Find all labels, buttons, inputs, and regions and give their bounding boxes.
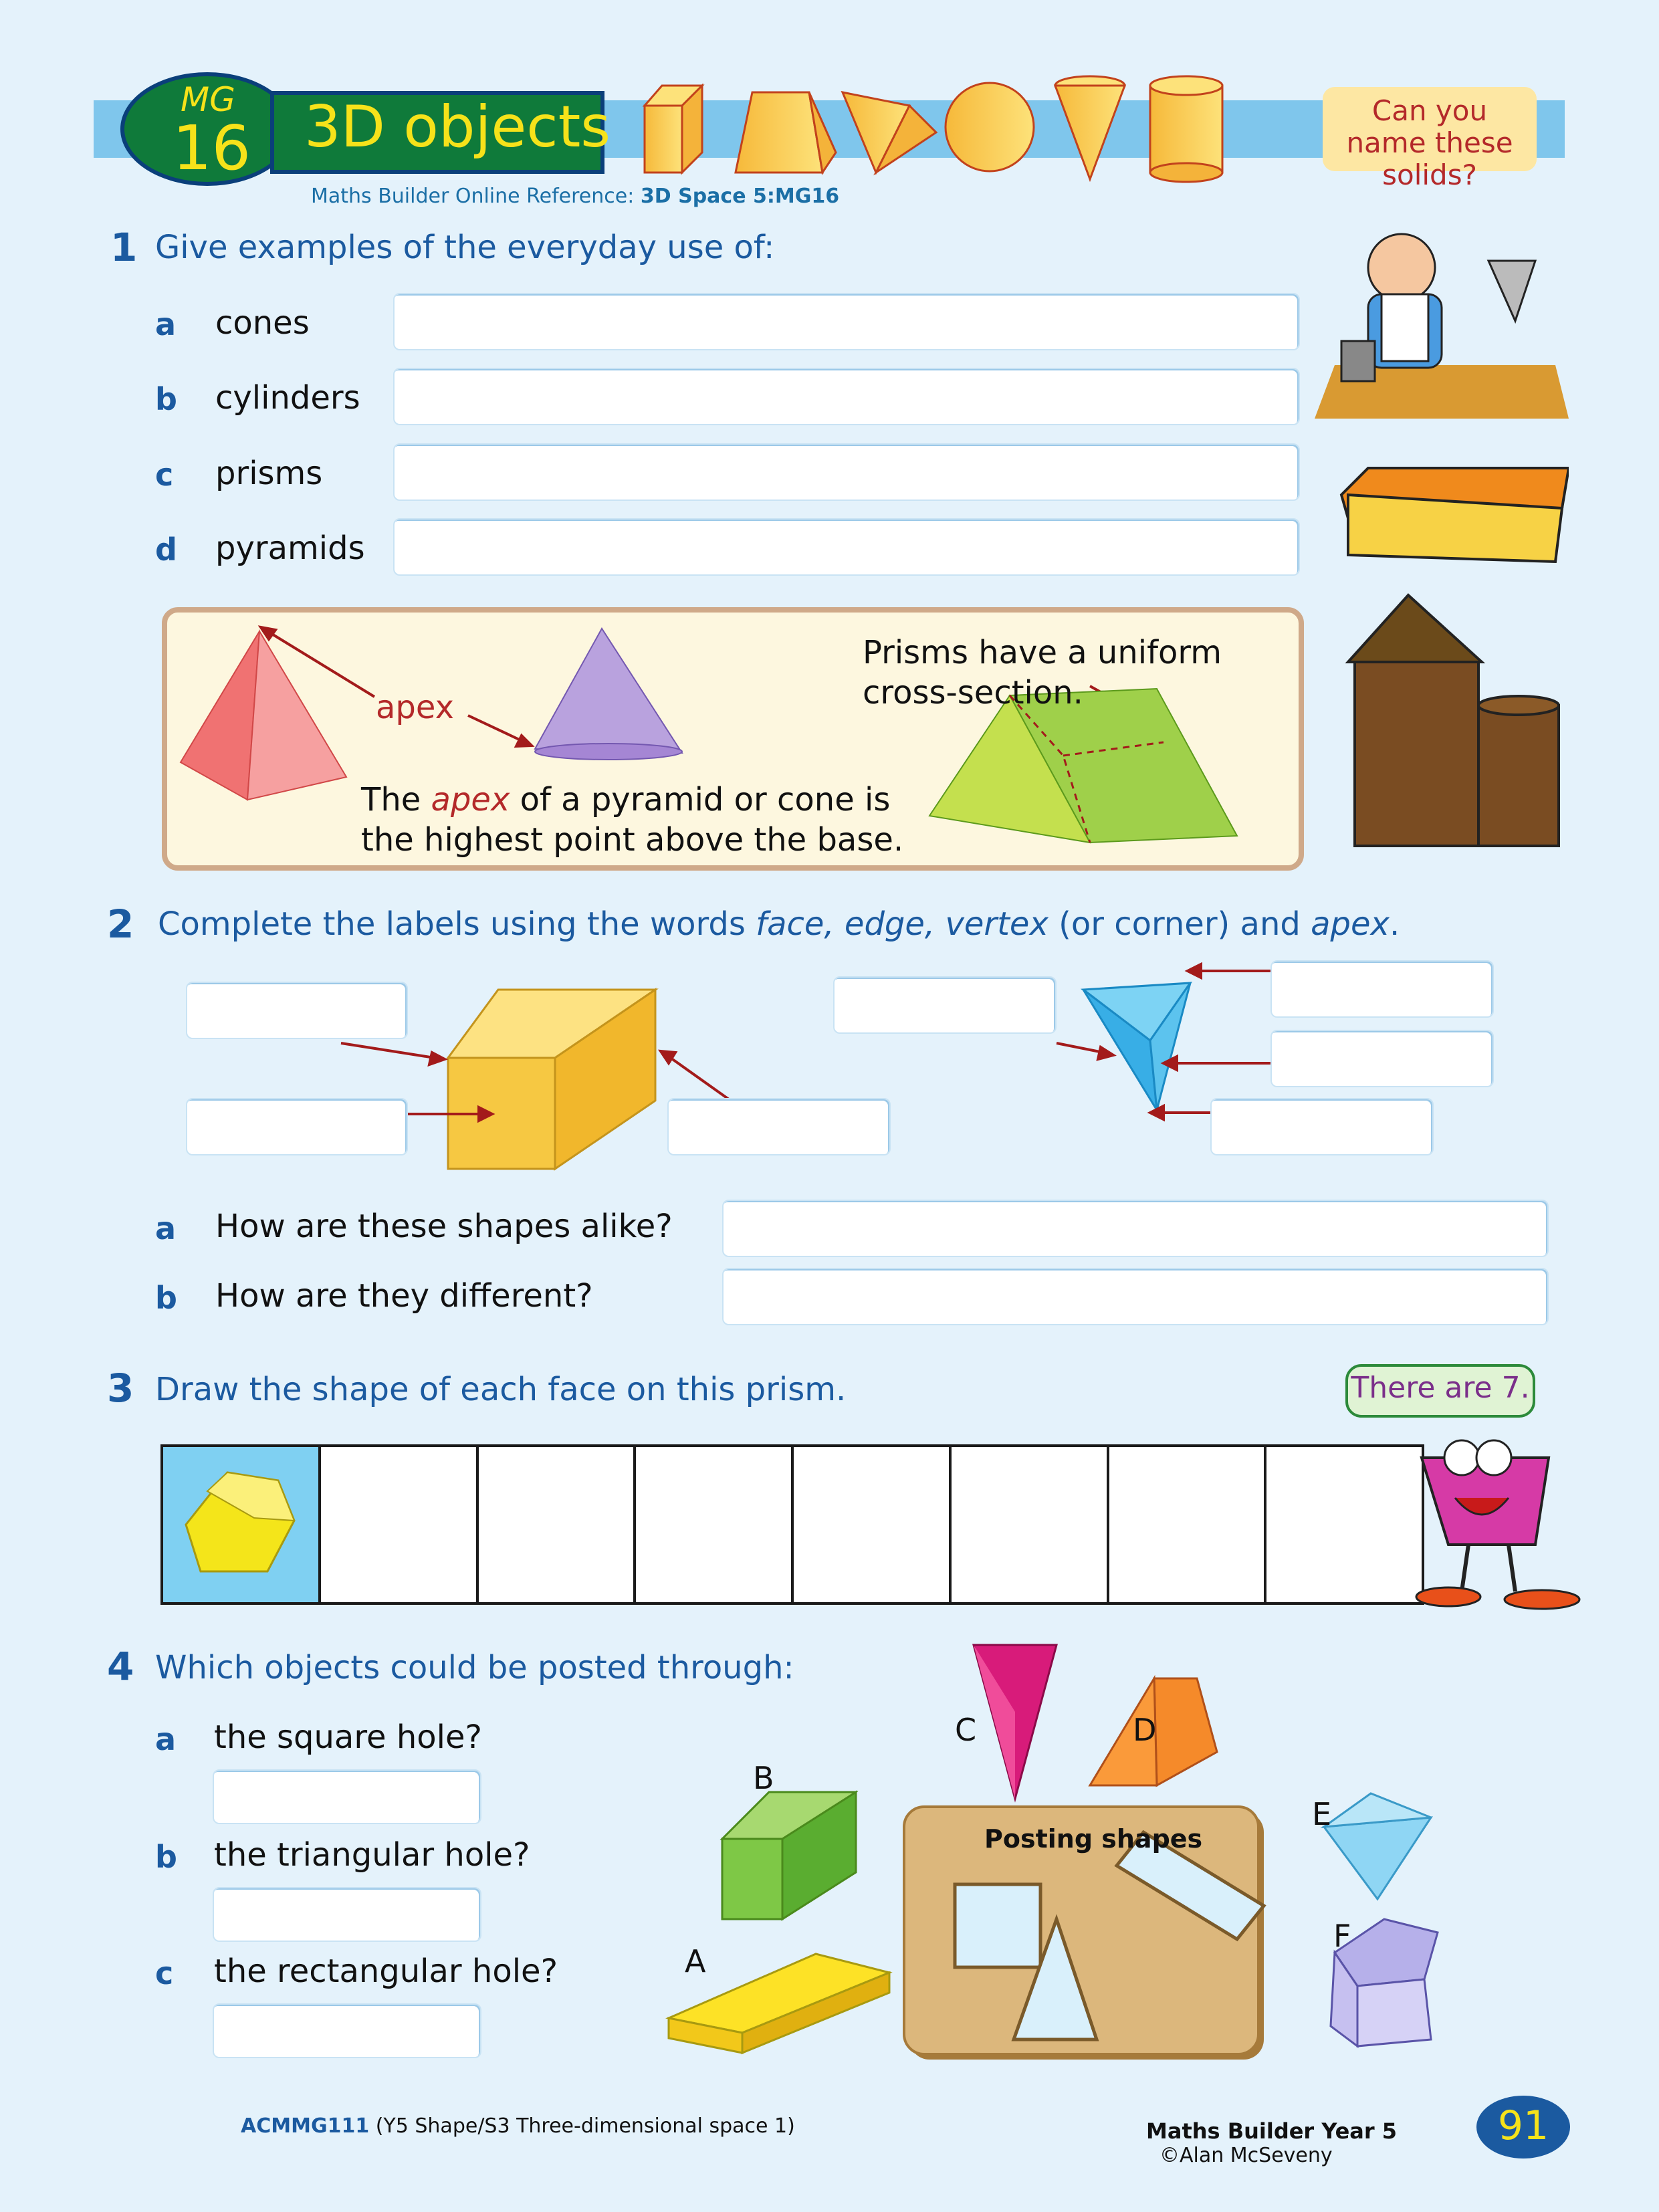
apex-label: apex <box>376 689 454 726</box>
q2-heading-words: face, edge, vertex <box>756 905 1048 943</box>
q2-heading-end: . <box>1389 905 1400 943</box>
q2-heading-mid: (or corner) and <box>1048 905 1311 943</box>
object-label-a: A <box>685 1943 706 1979</box>
footer-book: Maths Builder Year 5 <box>1146 2118 1398 2144</box>
apex-note-line2: the highest point above the base. <box>361 821 904 859</box>
q2-heading-pre: Complete the labels using the words <box>158 905 756 943</box>
cone-diagram <box>535 629 682 760</box>
q1-answer-a[interactable] <box>393 293 1300 350</box>
label-box-5[interactable] <box>1270 960 1494 1018</box>
rectangular-prism-diagram <box>448 990 655 1169</box>
pyramid-diagram <box>181 631 346 800</box>
q1-answer-d[interactable] <box>393 518 1300 576</box>
q3-number: 3 <box>107 1365 134 1411</box>
object-label-e: E <box>1312 1796 1332 1832</box>
q1-letter-a: a <box>155 306 177 342</box>
apex-note-word: apex <box>431 781 510 818</box>
triangular-pyramid-diagram <box>1083 983 1190 1110</box>
object-e-icon <box>1324 1793 1431 1899</box>
page-number: 91 <box>1497 2102 1549 2149</box>
face-cell-5[interactable] <box>952 1447 1109 1602</box>
label-box-7[interactable] <box>1210 1098 1434 1155</box>
q2-label-a: How are these shapes alike? <box>215 1208 673 1245</box>
prism-icon <box>736 92 836 173</box>
q1-heading: Give examples of the everyday use of: <box>155 229 775 266</box>
posting-board-label: Posting shapes <box>984 1824 1203 1854</box>
q2-answer-a[interactable] <box>722 1200 1549 1257</box>
apex-note-line1 <box>361 780 890 820</box>
q4-label-c: the rectangular hole? <box>214 1953 558 1990</box>
face-cell-2[interactable] <box>479 1447 637 1602</box>
object-label-d: D <box>1133 1712 1157 1748</box>
face-cell-6[interactable] <box>1109 1447 1267 1602</box>
q4-label-a: the square hole? <box>214 1719 482 1756</box>
page-title: 3D objects <box>304 94 611 160</box>
badge-code: MG <box>181 80 235 119</box>
object-label-b: B <box>753 1760 774 1796</box>
q1-answer-c[interactable] <box>393 443 1300 501</box>
q4-label-b: the triangular hole? <box>214 1836 530 1874</box>
apex-note-pre: The <box>361 781 431 818</box>
reference-code: 3D Space 5:MG16 <box>640 185 840 208</box>
face-drawing-strip <box>160 1444 1424 1605</box>
cube-icon <box>645 86 702 173</box>
cartoon-prism-character-icon <box>1408 1424 1595 1625</box>
pentagonal-prism-icon <box>181 1464 301 1585</box>
q1-letter-b: b <box>155 381 177 417</box>
q4-letter-c: c <box>155 1955 174 1991</box>
object-b-icon <box>722 1792 856 1919</box>
face-cell-7[interactable] <box>1266 1447 1422 1602</box>
prism-note-line2: cross-section. <box>863 674 1083 711</box>
cone-icon <box>1055 76 1125 179</box>
q2-label-b: How are they different? <box>215 1277 593 1315</box>
face-cell-1[interactable] <box>321 1447 479 1602</box>
footer-copyright: ©Alan McSeveny <box>1159 2144 1333 2167</box>
prism-note-line1: Prisms have a uniform <box>863 634 1222 671</box>
label-box-1[interactable] <box>186 982 408 1039</box>
label-box-3[interactable] <box>667 1098 891 1155</box>
prompt-text: Can you name these solids? <box>1346 94 1513 191</box>
q1-letter-c: c <box>155 457 174 493</box>
q2-heading <box>158 905 1400 943</box>
reference <box>311 185 839 208</box>
footer-code: ACMMG111 <box>241 2114 370 2138</box>
side-illustrations <box>1315 221 1569 849</box>
q2-letter-b: b <box>155 1280 177 1316</box>
badge-number: 16 <box>173 112 251 184</box>
object-label-f: F <box>1333 1918 1351 1954</box>
q2-answer-b[interactable] <box>722 1268 1549 1325</box>
apex-note-post: of a pyramid or cone is <box>510 781 891 818</box>
label-box-2[interactable] <box>186 1098 408 1155</box>
q1-label-a: cones <box>215 304 310 342</box>
cartoon-man-icon <box>1315 234 1569 419</box>
q4-heading: Which objects could be posted through: <box>155 1649 794 1686</box>
posting-shapes-scene <box>662 1638 1464 2073</box>
q2-letter-a: a <box>155 1210 177 1246</box>
label-box-4[interactable] <box>833 976 1057 1034</box>
q1-label-c: prisms <box>215 455 323 492</box>
label-box-6[interactable] <box>1270 1030 1494 1087</box>
object-label-c: C <box>955 1712 977 1748</box>
footer-code-desc: (Y5 Shape/S3 Three-dimensional space 1) <box>369 2114 795 2138</box>
q1-letter-d: d <box>155 532 177 568</box>
cylinder-icon <box>1150 76 1222 182</box>
speech-text: There are 7. <box>1351 1371 1530 1405</box>
q1-label-b: cylinders <box>215 379 360 417</box>
q1-answer-b[interactable] <box>393 368 1300 425</box>
q4-letter-a: a <box>155 1721 177 1757</box>
q4-number: 4 <box>107 1644 134 1689</box>
footer-curriculum <box>241 2114 795 2138</box>
q4-answer-c[interactable] <box>213 2003 481 2058</box>
reference-prefix: Maths Builder Online Reference: <box>311 185 635 208</box>
silo-icon <box>1348 595 1559 846</box>
object-c-icon <box>974 1645 1057 1799</box>
q1-number: 1 <box>110 225 138 270</box>
q4-answer-b[interactable] <box>213 1887 481 1942</box>
solids-illustration <box>635 72 1291 186</box>
face-cell-4[interactable] <box>794 1447 952 1602</box>
q2-number: 2 <box>107 901 134 947</box>
q3-heading: Draw the shape of each face on this prism. <box>155 1371 847 1408</box>
pyramid-icon <box>843 92 936 173</box>
sphere-icon <box>946 83 1034 171</box>
q4-letter-b: b <box>155 1839 177 1875</box>
q2-heading-last: apex <box>1311 905 1390 943</box>
q4-answer-a[interactable] <box>213 1769 481 1824</box>
face-cell-3[interactable] <box>636 1447 794 1602</box>
q1-label-d: pyramids <box>215 530 365 567</box>
lunchbox-icon <box>1341 468 1569 562</box>
